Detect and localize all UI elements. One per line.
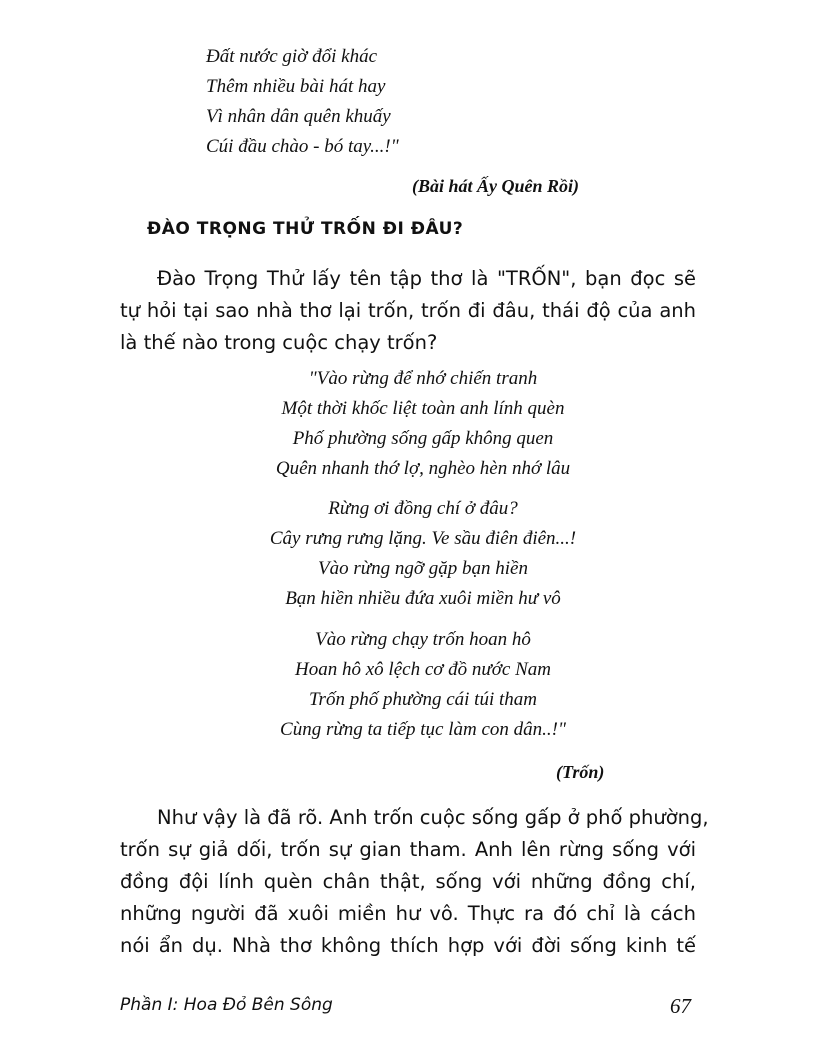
paragraph-line: nói ẩn dụ. Nhà thơ không thích hợp với đời sống kinh tế: [120, 934, 696, 957]
paragraph-line: những người đã xuôi miền hư vô. Thực ra đó chỉ là cách: [120, 902, 696, 925]
running-footer-title: Phần I: Hoa Đỏ Bên Sông: [120, 995, 333, 1015]
poem-line: Một thời khốc liệt toàn anh lính quèn: [281, 398, 565, 419]
poem-line: "Vào rừng để nhớ chiến tranh: [308, 368, 538, 389]
poem-line: Hoan hô xô lệch cơ đồ nước Nam: [295, 659, 551, 680]
top-poem-line: Đất nước giờ đổi khác: [206, 46, 377, 67]
top-poem-line: Thêm nhiều bài hát hay: [206, 76, 386, 97]
page-number: 67: [670, 994, 691, 1018]
poem-line: Trốn phố phường cái túi tham: [309, 689, 537, 710]
paragraph-line: trốn sự giả dối, trốn sự gian tham. Anh lên rừng sống với: [120, 838, 696, 861]
top-poem-attribution: (Bài hát Ấy Quên Rồi): [412, 176, 580, 196]
poem-line: Phố phường sống gấp không quen: [292, 428, 554, 449]
paragraph-line: Đào Trọng Thử lấy tên tập thơ là "TRỐN", bạn đọc sẽ: [157, 267, 696, 290]
poem-attribution: (Trốn): [556, 762, 605, 782]
paragraph-line: đồng đội lính quèn chân thật, sống với những đồng chí,: [120, 870, 696, 893]
paragraph-line: tự hỏi tại sao nhà thơ lại trốn, trốn đi đâu, thái độ của anh: [120, 299, 696, 322]
poem-line: Cùng rừng ta tiếp tục làm con dân..!": [280, 719, 566, 740]
poem-line: Vào rừng ngỡ gặp bạn hiền: [318, 558, 528, 579]
section-heading: ĐÀO TRỌNG THỬ TRỐN ĐI ĐÂU?: [147, 219, 464, 239]
top-poem-line: Cúi đầu chào - bó tay...!": [206, 136, 399, 157]
paragraph-line: Như vậy là đã rõ. Anh trốn cuộc sống gấp ở phố phường,: [157, 806, 709, 829]
poem-line: Bạn hiền nhiều đứa xuôi miền hư vô: [285, 588, 561, 609]
paragraph-line: là thế nào trong cuộc chạy trốn?: [120, 331, 438, 354]
poem-line: Rừng ơi đồng chí ở đâu?: [328, 498, 518, 519]
poem-line: Cây rưng rưng lặng. Ve sầu điên điên...!: [269, 528, 577, 549]
top-poem-line: Vì nhân dân quên khuấy: [206, 106, 391, 127]
poem-line: Vào rừng chạy trốn hoan hô: [315, 629, 531, 650]
poem-line: Quên nhanh thớ lợ, nghèo hèn nhớ lâu: [275, 458, 571, 479]
